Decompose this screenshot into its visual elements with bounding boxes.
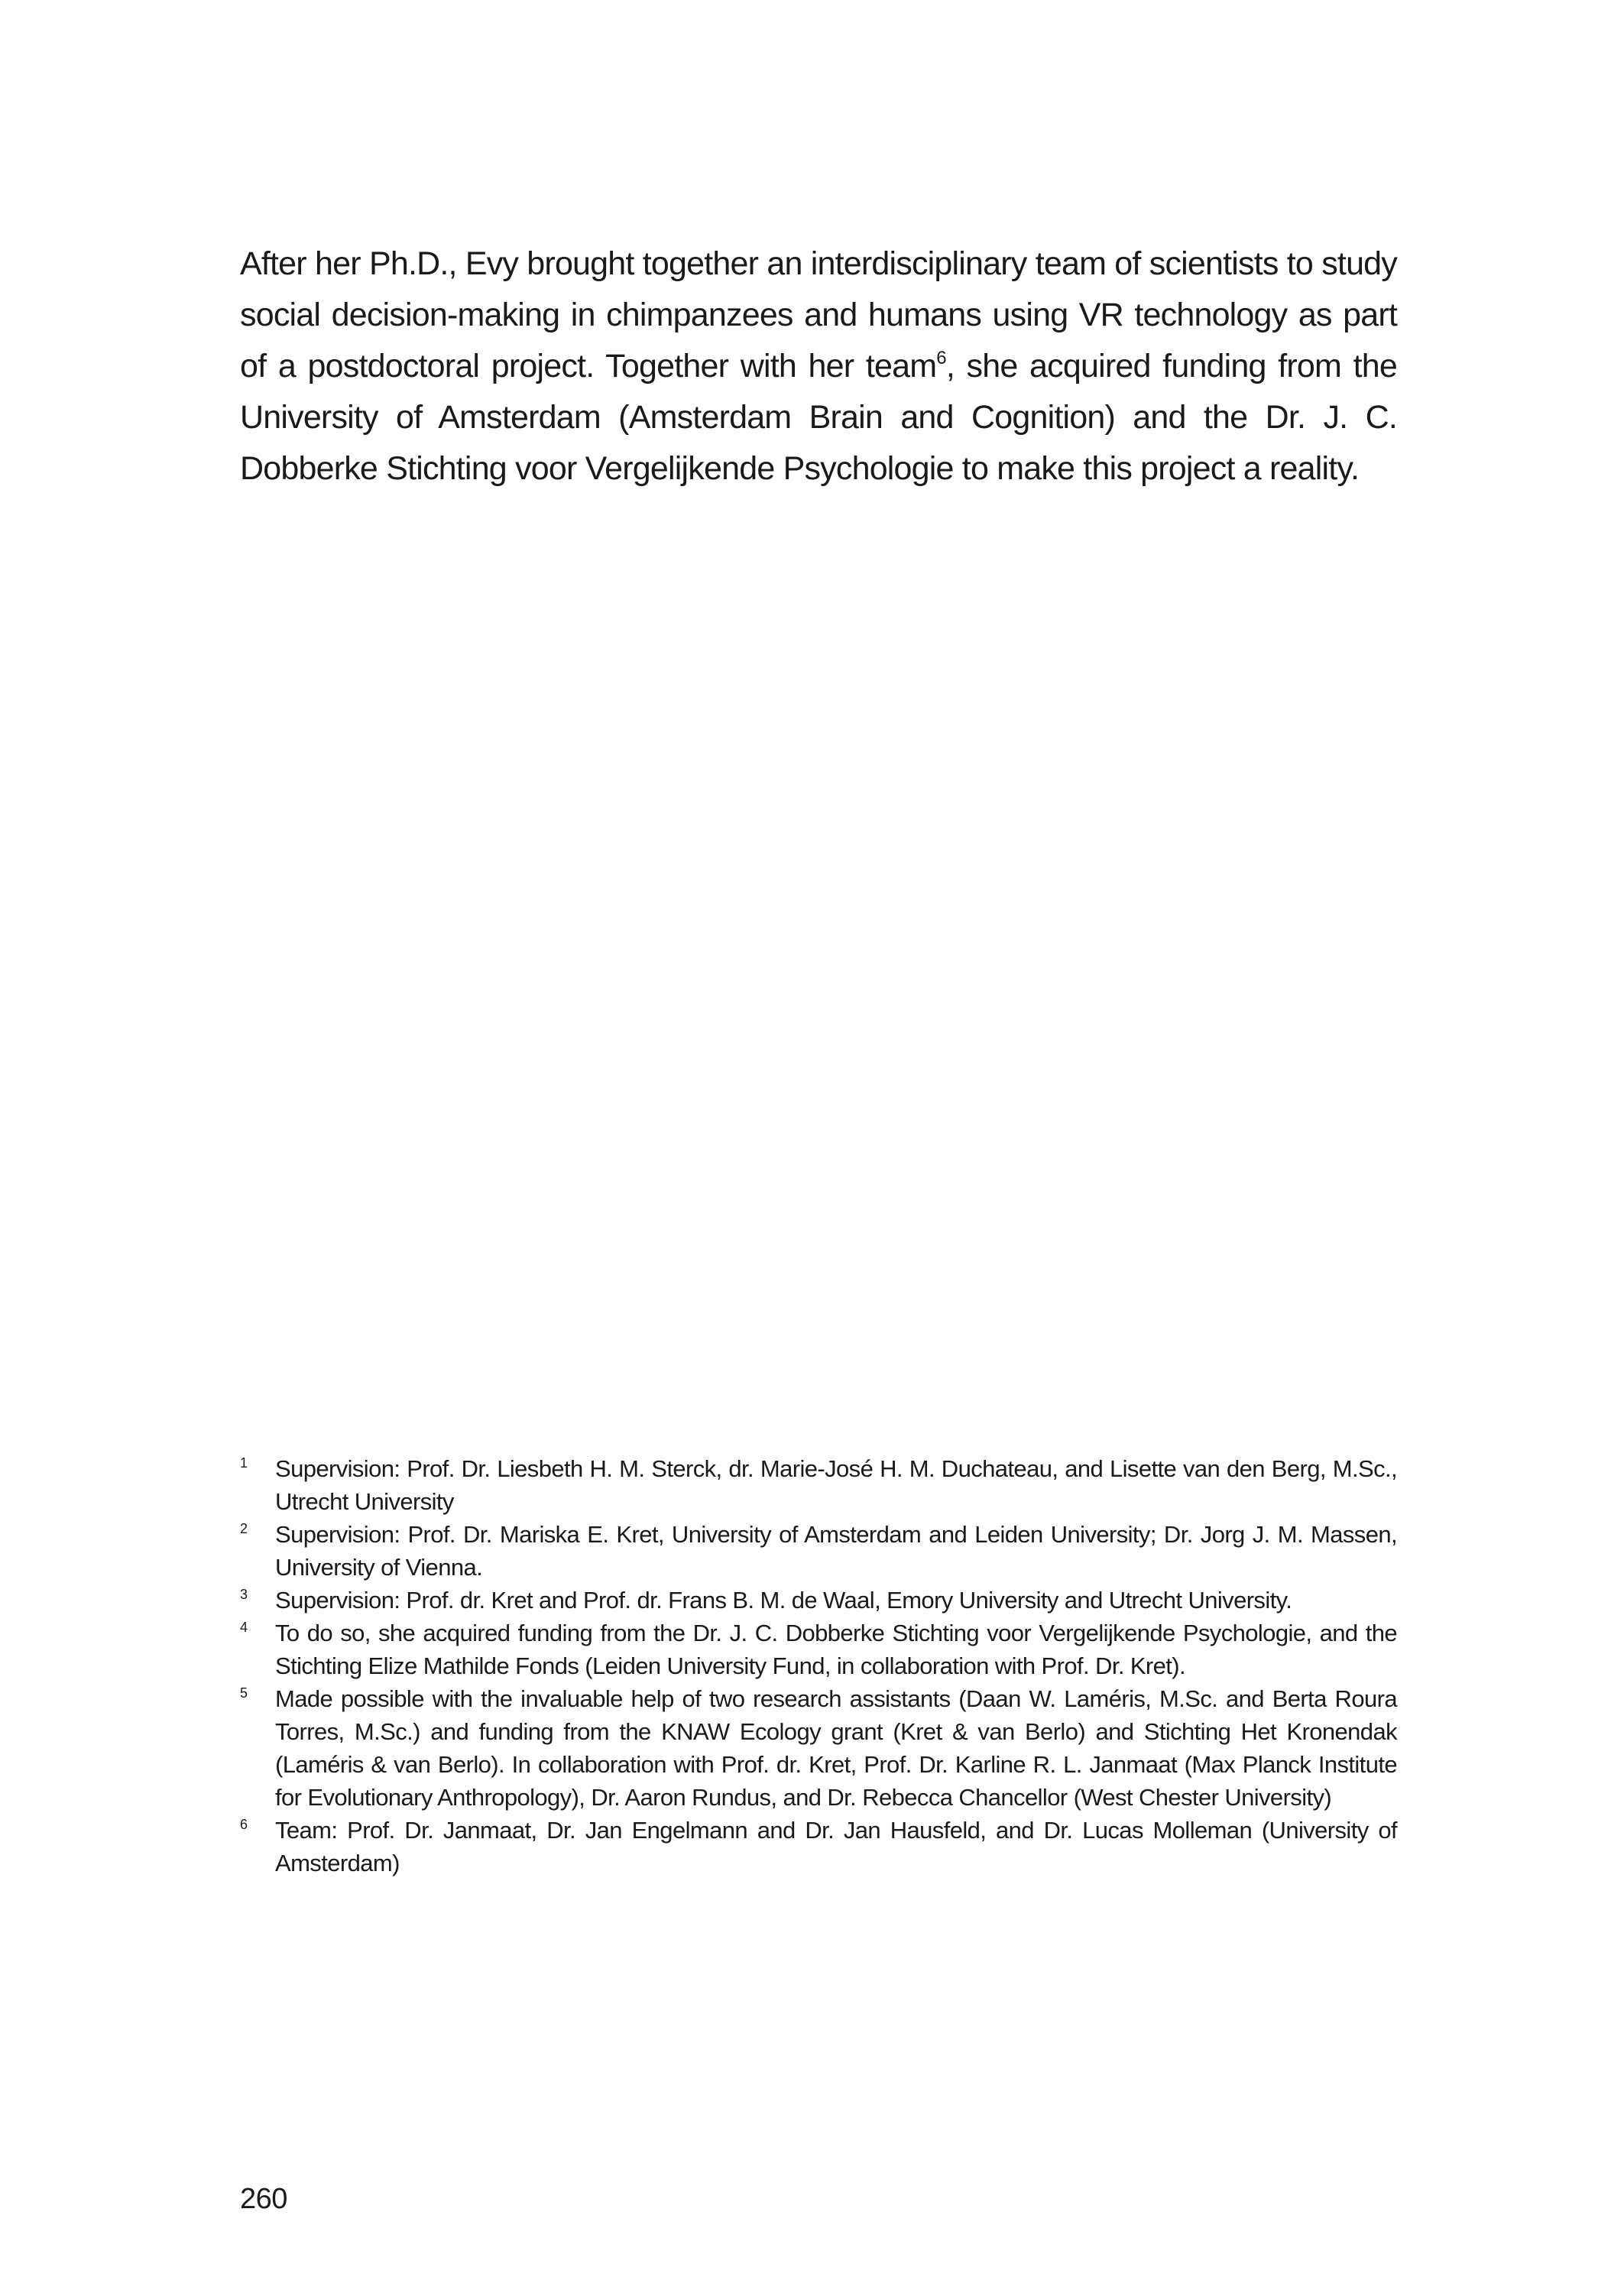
footnote-text: Supervision: Prof. dr. Kret and Prof. dr. Frans B. M. de Waal, Emory University and Utrecht University. — [275, 1587, 1292, 1614]
paragraph-text-start: After her Ph.D., Evy brought together an interdisciplinary team of scientists to study social decision-making in chimpanzees and humans using VR technology as part of a postdoctoral project. Together with her team — [240, 245, 1397, 384]
footnote-number: 4 — [240, 1620, 248, 1635]
page-number: 260 — [240, 2183, 287, 2215]
footnote-4 — [240, 1617, 1397, 1682]
footnote-number: 1 — [240, 1455, 248, 1471]
footnotes-list — [240, 1452, 1397, 1879]
footnote-text: Made possible with the invaluable help of two research assistants (Daan W. Laméris, M.Sc. and Berta Roura Torres, M.Sc.) and funding from the KNAW Ecology grant (Kret & van Berlo) and Stichting Het Kronendak (Laméris & van Berlo). In collaboration with Prof. dr. Kret, Prof. Dr. Karline R. L. Janmaat (Max Planck Institute for Evolutionary Anthropology), Dr. Aaron Rundus, and Dr. Rebecca Chancellor (West Chester University) — [275, 1685, 1397, 1811]
footnote-text: Supervision: Prof. Dr. Liesbeth H. M. Sterck, dr. Marie-José H. M. Duchateau, and Lisette van den Berg, M.Sc., Utrecht University — [275, 1455, 1397, 1515]
footnote-number: 2 — [240, 1521, 248, 1536]
footnote-number: 3 — [240, 1587, 248, 1602]
footnote-reference: 6 — [936, 347, 946, 368]
footnote-2 — [240, 1518, 1397, 1584]
footnote-6 — [240, 1814, 1397, 1879]
footnote-1 — [240, 1452, 1397, 1518]
body-paragraph — [240, 238, 1397, 495]
footnote-number: 5 — [240, 1685, 248, 1701]
footnote-text: Supervision: Prof. Dr. Mariska E. Kret, University of Amsterdam and Leiden University; Dr. Jorg J. M. Massen, University of Vienna. — [275, 1521, 1397, 1581]
paragraph-text-end: , she acquired funding from the University of Amsterdam (Amsterdam Brain and Cognition) and the Dr. J. C. Dobberke Stichting voor Vergelijkende Psychologie to make this project a reality. — [240, 348, 1397, 487]
footnote-number: 6 — [240, 1817, 248, 1832]
footnote-text: Team: Prof. Dr. Janmaat, Dr. Jan Engelmann and Dr. Jan Hausfeld, and Dr. Lucas Molleman (University of Amsterdam) — [275, 1817, 1397, 1876]
footnote-3 — [240, 1584, 1397, 1617]
footnote-5 — [240, 1682, 1397, 1814]
footnote-text: To do so, she acquired funding from the Dr. J. C. Dobberke Stichting voor Vergelijkende Psychologie, and the Stichting Elize Mathilde Fonds (Leiden University Fund, in collaboration with Prof. Dr. Kret). — [275, 1620, 1397, 1679]
